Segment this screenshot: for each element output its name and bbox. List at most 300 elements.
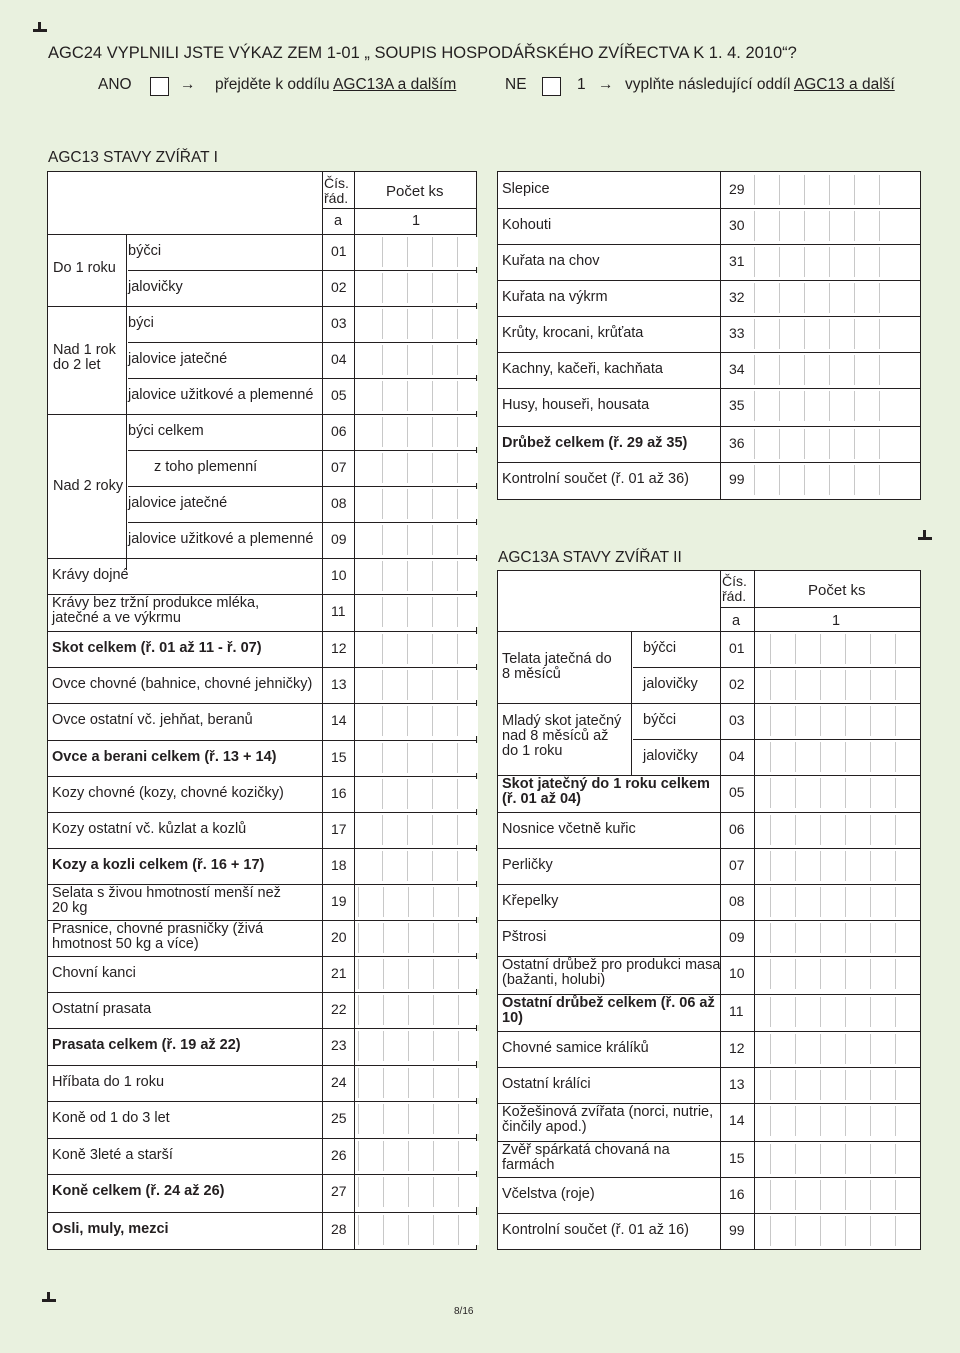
count-input-ii-99-digit[interactable]	[870, 1216, 891, 1246]
count-input-ii-01-digit[interactable]	[845, 634, 866, 664]
count-input-21-digit[interactable]	[383, 959, 404, 989]
count-input-ii-07-digit[interactable]	[770, 851, 791, 881]
count-input-11-digit[interactable]	[432, 597, 453, 627]
count-input-14-digit[interactable]	[407, 706, 428, 736]
count-input-ii-02-digit[interactable]	[845, 670, 866, 700]
count-input-16-digit[interactable]	[382, 779, 403, 809]
count-input-99-digit[interactable]	[879, 465, 900, 495]
count-input-24-digit[interactable]	[433, 1068, 454, 1098]
count-input-33-digit[interactable]	[779, 319, 800, 349]
count-input-23-digit[interactable]	[408, 1031, 429, 1061]
count-input-32-digit[interactable]	[854, 283, 875, 313]
count-input-33-digit[interactable]	[829, 319, 850, 349]
count-input-32-digit[interactable]	[754, 283, 775, 313]
row-label: Krávy dojné	[52, 567, 129, 583]
count-input-29-digit[interactable]	[854, 175, 875, 205]
count-input-ii-10-digit[interactable]	[770, 959, 791, 989]
count-input-15-digit[interactable]	[457, 743, 478, 773]
count-input-30-digit[interactable]	[879, 211, 900, 241]
count-input-ii-12-digit[interactable]	[795, 1034, 816, 1064]
count-input-ii-04-digit[interactable]	[895, 742, 916, 772]
count-input-ii-15-digit[interactable]	[820, 1144, 841, 1174]
count-input-07-digit[interactable]	[457, 453, 478, 483]
count-input-ii-05-digit[interactable]	[870, 778, 891, 808]
count-input-23-digit[interactable]	[433, 1031, 454, 1061]
count-input-20-digit[interactable]	[433, 923, 454, 953]
count-input-24-digit[interactable]	[408, 1068, 429, 1098]
count-input-ii-07-digit[interactable]	[870, 851, 891, 881]
count-input-18-digit[interactable]	[432, 851, 453, 881]
count-input-31-digit[interactable]	[879, 247, 900, 277]
count-input-ii-01-digit[interactable]	[820, 634, 841, 664]
count-input-25-digit[interactable]	[408, 1104, 429, 1134]
count-input-ii-12-digit[interactable]	[895, 1034, 916, 1064]
count-input-99-digit[interactable]	[754, 465, 775, 495]
count-input-ii-08-digit[interactable]	[795, 887, 816, 917]
count-input-ii-06-digit[interactable]	[870, 815, 891, 845]
count-input-ii-07-digit[interactable]	[795, 851, 816, 881]
count-input-35-digit[interactable]	[829, 391, 850, 421]
count-input-33-digit[interactable]	[804, 319, 825, 349]
count-input-31-digit[interactable]	[779, 247, 800, 277]
count-input-07-digit[interactable]	[382, 453, 403, 483]
no-number: 1	[577, 76, 586, 93]
count-input-ii-14-digit[interactable]	[870, 1106, 891, 1136]
count-input-27-digit[interactable]	[458, 1177, 479, 1207]
count-input-06-digit[interactable]	[382, 417, 403, 447]
count-input-ii-09-digit[interactable]	[795, 923, 816, 953]
count-input-ii-09-digit[interactable]	[820, 923, 841, 953]
count-input-32-digit[interactable]	[829, 283, 850, 313]
count-input-ii-06-digit[interactable]	[895, 815, 916, 845]
count-input-04-digit[interactable]	[382, 345, 403, 375]
count-input-20-digit[interactable]	[383, 923, 404, 953]
count-input-ii-04-digit[interactable]	[820, 742, 841, 772]
count-input-29-digit[interactable]	[829, 175, 850, 205]
count-input-17-digit[interactable]	[407, 815, 428, 845]
count-input-ii-04-digit[interactable]	[845, 742, 866, 772]
count-input-ii-06-digit[interactable]	[820, 815, 841, 845]
count-input-21-digit[interactable]	[458, 959, 479, 989]
count-input-ii-06-digit[interactable]	[770, 815, 791, 845]
count-input-17-digit[interactable]	[457, 815, 478, 845]
count-input-ii-03-digit[interactable]	[895, 706, 916, 736]
count-input-06-digit[interactable]	[457, 417, 478, 447]
count-input-34-digit[interactable]	[854, 355, 875, 385]
count-input-14-digit[interactable]	[382, 706, 403, 736]
count-input-ii-12-digit[interactable]	[845, 1034, 866, 1064]
count-input-ii-07-digit[interactable]	[820, 851, 841, 881]
count-input-ii-01-digit[interactable]	[770, 634, 791, 664]
count-input-25-digit[interactable]	[433, 1104, 454, 1134]
count-input-12-digit[interactable]	[432, 634, 453, 664]
count-input-36-digit[interactable]	[754, 429, 775, 459]
group-nad-2-roky: Nad 2 roky	[53, 478, 124, 494]
count-input-14-digit[interactable]	[432, 706, 453, 736]
count-input-22-digit[interactable]	[433, 995, 454, 1025]
count-input-ii-13-digit[interactable]	[895, 1070, 916, 1100]
count-input-15-digit[interactable]	[407, 743, 428, 773]
count-input-21-digit[interactable]	[408, 959, 429, 989]
count-input-ii-10-digit[interactable]	[870, 959, 891, 989]
count-input-29-digit[interactable]	[754, 175, 775, 205]
count-input-ii-05-digit[interactable]	[795, 778, 816, 808]
count-input-ii-02-digit[interactable]	[820, 670, 841, 700]
count-input-ii-13-digit[interactable]	[845, 1070, 866, 1100]
count-input-04-digit[interactable]	[457, 345, 478, 375]
count-input-03-digit[interactable]	[382, 309, 403, 339]
count-input-29-digit[interactable]	[804, 175, 825, 205]
count-input-27-digit[interactable]	[358, 1177, 379, 1207]
count-input-24-digit[interactable]	[383, 1068, 404, 1098]
count-input-ii-02-digit[interactable]	[770, 670, 791, 700]
count-input-ii-03-digit[interactable]	[870, 706, 891, 736]
count-input-26-digit[interactable]	[458, 1141, 479, 1171]
count-input-ii-03-digit[interactable]	[770, 706, 791, 736]
count-input-14-digit[interactable]	[457, 706, 478, 736]
row-number: 04	[729, 748, 745, 764]
row-label: Ostatní drůbež celkem (ř. 06 až 10)	[502, 995, 715, 1027]
count-input-05-digit[interactable]	[457, 381, 478, 411]
count-input-ii-01-digit[interactable]	[870, 634, 891, 664]
count-input-35-digit[interactable]	[879, 391, 900, 421]
count-input-34-digit[interactable]	[879, 355, 900, 385]
count-input-30-digit[interactable]	[829, 211, 850, 241]
count-input-09-digit[interactable]	[432, 525, 453, 555]
count-input-ii-10-digit[interactable]	[895, 959, 916, 989]
count-input-17-digit[interactable]	[432, 815, 453, 845]
count-input-ii-07-digit[interactable]	[895, 851, 916, 881]
count-input-36-digit[interactable]	[829, 429, 850, 459]
count-input-ii-10-digit[interactable]	[795, 959, 816, 989]
count-input-11-digit[interactable]	[382, 597, 403, 627]
count-input-30-digit[interactable]	[804, 211, 825, 241]
count-input-13-digit[interactable]	[407, 670, 428, 700]
count-input-26-digit[interactable]	[358, 1141, 379, 1171]
count-input-04-digit[interactable]	[432, 345, 453, 375]
count-input-ii-16-digit[interactable]	[895, 1180, 916, 1210]
count-input-ii-10-digit[interactable]	[845, 959, 866, 989]
count-input-29-digit[interactable]	[879, 175, 900, 205]
count-input-12-digit[interactable]	[407, 634, 428, 664]
count-input-35-digit[interactable]	[754, 391, 775, 421]
count-input-ii-13-digit[interactable]	[770, 1070, 791, 1100]
count-input-ii-03-digit[interactable]	[845, 706, 866, 736]
count-input-35-digit[interactable]	[779, 391, 800, 421]
count-input-ii-16-digit[interactable]	[795, 1180, 816, 1210]
count-input-ii-15	[770, 1144, 920, 1174]
count-input-19-digit[interactable]	[408, 887, 429, 917]
count-input-26-digit[interactable]	[383, 1141, 404, 1171]
count-input-16-digit[interactable]	[407, 779, 428, 809]
count-input-21-digit[interactable]	[433, 959, 454, 989]
section1-col-1: 1	[412, 213, 421, 229]
count-input-ii-08-digit[interactable]	[870, 887, 891, 917]
count-input-08-digit[interactable]	[382, 489, 403, 519]
row-divider	[48, 740, 476, 741]
count-input-10-digit[interactable]	[432, 561, 453, 591]
count-input-25-digit[interactable]	[358, 1104, 379, 1134]
count-input-ii-14-digit[interactable]	[845, 1106, 866, 1136]
count-input-ii-08-digit[interactable]	[820, 887, 841, 917]
count-input-16-digit[interactable]	[432, 779, 453, 809]
count-input-04-digit[interactable]	[407, 345, 428, 375]
count-input-34-digit[interactable]	[754, 355, 775, 385]
count-input-01-digit[interactable]	[457, 237, 478, 267]
count-input-06-digit[interactable]	[432, 417, 453, 447]
count-input-ii-11-digit[interactable]	[820, 997, 841, 1027]
count-input-31-digit[interactable]	[854, 247, 875, 277]
count-input-ii-16-digit[interactable]	[770, 1180, 791, 1210]
count-input-ii-11-digit[interactable]	[795, 997, 816, 1027]
count-input-ii-03-digit[interactable]	[795, 706, 816, 736]
count-input-08-digit[interactable]	[432, 489, 453, 519]
count-input-27-digit[interactable]	[383, 1177, 404, 1207]
count-input-ii-08-digit[interactable]	[845, 887, 866, 917]
count-input-35-digit[interactable]	[804, 391, 825, 421]
count-input-99-digit[interactable]	[829, 465, 850, 495]
count-input-18-digit[interactable]	[457, 851, 478, 881]
count-input-36-digit[interactable]	[804, 429, 825, 459]
count-input-28-digit[interactable]	[458, 1215, 479, 1245]
count-input-19-digit[interactable]	[433, 887, 454, 917]
count-input-ii-06-digit[interactable]	[845, 815, 866, 845]
row-number: 03	[729, 712, 745, 728]
count-input-ii-14-digit[interactable]	[770, 1106, 791, 1136]
no-checkbox[interactable]	[542, 77, 561, 96]
yes-checkbox[interactable]	[150, 77, 169, 96]
count-input-09-digit[interactable]	[457, 525, 478, 555]
count-input-ii-16-digit[interactable]	[870, 1180, 891, 1210]
count-input-10-digit[interactable]	[407, 561, 428, 591]
count-input-ii-99-digit[interactable]	[895, 1216, 916, 1246]
row-divider	[498, 1067, 920, 1068]
count-input-08-digit[interactable]	[457, 489, 478, 519]
count-input-24-digit[interactable]	[458, 1068, 479, 1098]
count-input-ii-03-digit[interactable]	[820, 706, 841, 736]
count-input-ii-02-digit[interactable]	[795, 670, 816, 700]
count-input-32-digit[interactable]	[804, 283, 825, 313]
count-input-ii-11-digit[interactable]	[845, 997, 866, 1027]
count-input-18-digit[interactable]	[407, 851, 428, 881]
count-input-33-digit[interactable]	[854, 319, 875, 349]
count-input-31-digit[interactable]	[804, 247, 825, 277]
count-input-09-digit[interactable]	[382, 525, 403, 555]
count-input-03-digit[interactable]	[457, 309, 478, 339]
count-input-ii-13-digit[interactable]	[820, 1070, 841, 1100]
count-input-32-digit[interactable]	[779, 283, 800, 313]
count-input-23-digit[interactable]	[358, 1031, 379, 1061]
count-input-13-digit[interactable]	[432, 670, 453, 700]
count-input-24-digit[interactable]	[358, 1068, 379, 1098]
count-input-05-digit[interactable]	[432, 381, 453, 411]
count-input-ii-16-digit[interactable]	[845, 1180, 866, 1210]
count-input-ii-12-digit[interactable]	[870, 1034, 891, 1064]
count-input-22-digit[interactable]	[358, 995, 379, 1025]
count-input-ii-06-digit[interactable]	[795, 815, 816, 845]
header-bottom	[48, 234, 476, 235]
row-number: 33	[729, 325, 745, 341]
count-input-ii-09-digit[interactable]	[845, 923, 866, 953]
count-input-ii-15-digit[interactable]	[870, 1144, 891, 1174]
count-input-36-digit[interactable]	[879, 429, 900, 459]
count-input-ii-02-digit[interactable]	[895, 670, 916, 700]
count-input-08-digit[interactable]	[407, 489, 428, 519]
count-input-10-digit[interactable]	[382, 561, 403, 591]
crop-mark-right	[918, 530, 932, 540]
count-input-25-digit[interactable]	[383, 1104, 404, 1134]
count-input-99-digit[interactable]	[854, 465, 875, 495]
count-input-33-digit[interactable]	[879, 319, 900, 349]
count-input-34-digit[interactable]	[779, 355, 800, 385]
count-input-22-digit[interactable]	[383, 995, 404, 1025]
count-input-ii-05-digit[interactable]	[770, 778, 791, 808]
count-input-30-digit[interactable]	[754, 211, 775, 241]
count-input-07-digit[interactable]	[432, 453, 453, 483]
count-input-28-digit[interactable]	[358, 1215, 379, 1245]
count-input-ii-14-digit[interactable]	[820, 1106, 841, 1136]
count-input-ii-11-digit[interactable]	[770, 997, 791, 1027]
count-input-ii-15-digit[interactable]	[795, 1144, 816, 1174]
count-input-ii-14-digit[interactable]	[795, 1106, 816, 1136]
count-input-34-digit[interactable]	[804, 355, 825, 385]
count-input-36-digit[interactable]	[854, 429, 875, 459]
count-input-ii-99-digit[interactable]	[795, 1216, 816, 1246]
count-input-ii-11-digit[interactable]	[895, 997, 916, 1027]
count-input-ii-01-digit[interactable]	[895, 634, 916, 664]
count-input-27-digit[interactable]	[408, 1177, 429, 1207]
count-input-ii-09-digit[interactable]	[870, 923, 891, 953]
count-input-ii-04-digit[interactable]	[870, 742, 891, 772]
count-input-ii-99-digit[interactable]	[770, 1216, 791, 1246]
count-input-ii-15-digit[interactable]	[845, 1144, 866, 1174]
count-input-26-digit[interactable]	[408, 1141, 429, 1171]
count-input-ii-09-digit[interactable]	[770, 923, 791, 953]
count-input-36-digit[interactable]	[779, 429, 800, 459]
count-input-ii-01-digit[interactable]	[795, 634, 816, 664]
count-input-35	[754, 391, 904, 421]
count-input-ii-15-digit[interactable]	[895, 1144, 916, 1174]
count-input-28-digit[interactable]	[433, 1215, 454, 1245]
count-input-ii-13-digit[interactable]	[795, 1070, 816, 1100]
count-input-20-digit[interactable]	[358, 923, 379, 953]
count-input-01-digit[interactable]	[382, 237, 403, 267]
count-input-28-digit[interactable]	[383, 1215, 404, 1245]
count-input-01-digit[interactable]	[432, 237, 453, 267]
count-input-35-digit[interactable]	[854, 391, 875, 421]
count-input-ii-14-digit[interactable]	[895, 1106, 916, 1136]
count-input-ii-16-digit[interactable]	[820, 1180, 841, 1210]
yes-link[interactable]: AGC13A a dalším	[333, 76, 457, 93]
count-input-16-digit[interactable]	[457, 779, 478, 809]
count-input-03-digit[interactable]	[407, 309, 428, 339]
count-input-34-digit[interactable]	[829, 355, 850, 385]
row-divider	[48, 776, 476, 777]
count-input-ii-15-digit[interactable]	[770, 1144, 791, 1174]
count-input-11-digit[interactable]	[457, 597, 478, 627]
count-input-99-digit[interactable]	[804, 465, 825, 495]
count-input-07-digit[interactable]	[407, 453, 428, 483]
count-input-22-digit[interactable]	[458, 995, 479, 1025]
count-input-19-digit[interactable]	[458, 887, 479, 917]
count-input-ii-12-digit[interactable]	[820, 1034, 841, 1064]
count-input-20-digit[interactable]	[408, 923, 429, 953]
count-input-01-digit[interactable]	[407, 237, 428, 267]
count-input-25-digit[interactable]	[458, 1104, 479, 1134]
count-input-20-digit[interactable]	[458, 923, 479, 953]
count-input-05-digit[interactable]	[382, 381, 403, 411]
count-input-03-digit[interactable]	[432, 309, 453, 339]
count-input-ii-13-digit[interactable]	[870, 1070, 891, 1100]
count-input-10-digit[interactable]	[457, 561, 478, 591]
count-input-ii-11-digit[interactable]	[870, 997, 891, 1027]
count-input-05-digit[interactable]	[407, 381, 428, 411]
count-input-ii-05-digit[interactable]	[845, 778, 866, 808]
count-input-ii-99-digit[interactable]	[845, 1216, 866, 1246]
count-input-11-digit[interactable]	[407, 597, 428, 627]
count-input-ii-02-digit[interactable]	[870, 670, 891, 700]
count-input-ii-08-digit[interactable]	[770, 887, 791, 917]
count-input-ii-10-digit[interactable]	[820, 959, 841, 989]
count-input-19-digit[interactable]	[383, 887, 404, 917]
count-input-13-digit[interactable]	[382, 670, 403, 700]
count-input-12-digit[interactable]	[382, 634, 403, 664]
count-input-02-digit[interactable]	[407, 273, 428, 303]
count-input-17-digit[interactable]	[382, 815, 403, 845]
count-input-32-digit[interactable]	[879, 283, 900, 313]
count-input-19-digit[interactable]	[358, 887, 379, 917]
count-input-27-digit[interactable]	[433, 1177, 454, 1207]
count-input-33-digit[interactable]	[754, 319, 775, 349]
count-input-ii-99-digit[interactable]	[820, 1216, 841, 1246]
count-input-ii-05-digit[interactable]	[895, 778, 916, 808]
section2-col-row-no: Čís. řád.	[722, 573, 747, 604]
count-input-15-digit[interactable]	[432, 743, 453, 773]
row-divider	[498, 884, 920, 885]
count-input-ii-04-digit[interactable]	[795, 742, 816, 772]
count-input-02-digit[interactable]	[457, 273, 478, 303]
count-input-28-digit[interactable]	[408, 1215, 429, 1245]
count-input-18-digit[interactable]	[382, 851, 403, 881]
count-input-02-digit[interactable]	[432, 273, 453, 303]
count-input-ii-05-digit[interactable]	[820, 778, 841, 808]
count-input-23-digit[interactable]	[383, 1031, 404, 1061]
count-input-ii-12-digit[interactable]	[770, 1034, 791, 1064]
count-input-13-digit[interactable]	[457, 670, 478, 700]
count-input-31-digit[interactable]	[829, 247, 850, 277]
count-input-ii-09-digit[interactable]	[895, 923, 916, 953]
count-input-ii-08-digit[interactable]	[895, 887, 916, 917]
count-input-09-digit[interactable]	[407, 525, 428, 555]
count-input-29-digit[interactable]	[779, 175, 800, 205]
count-input-30-digit[interactable]	[779, 211, 800, 241]
count-input-12-digit[interactable]	[457, 634, 478, 664]
count-input-ii-07-digit[interactable]	[845, 851, 866, 881]
row-number: 05	[331, 387, 347, 403]
count-input-99-digit[interactable]	[779, 465, 800, 495]
count-input-ii-04-digit[interactable]	[770, 742, 791, 772]
count-input-02-digit[interactable]	[382, 273, 403, 303]
count-input-23-digit[interactable]	[458, 1031, 479, 1061]
count-input-31-digit[interactable]	[754, 247, 775, 277]
count-input-06-digit[interactable]	[407, 417, 428, 447]
count-input-21-digit[interactable]	[358, 959, 379, 989]
count-input-30-digit[interactable]	[854, 211, 875, 241]
count-input-26-digit[interactable]	[433, 1141, 454, 1171]
no-link[interactable]: AGC13 a další	[793, 76, 895, 93]
count-input-22-digit[interactable]	[408, 995, 429, 1025]
count-input-15-digit[interactable]	[382, 743, 403, 773]
